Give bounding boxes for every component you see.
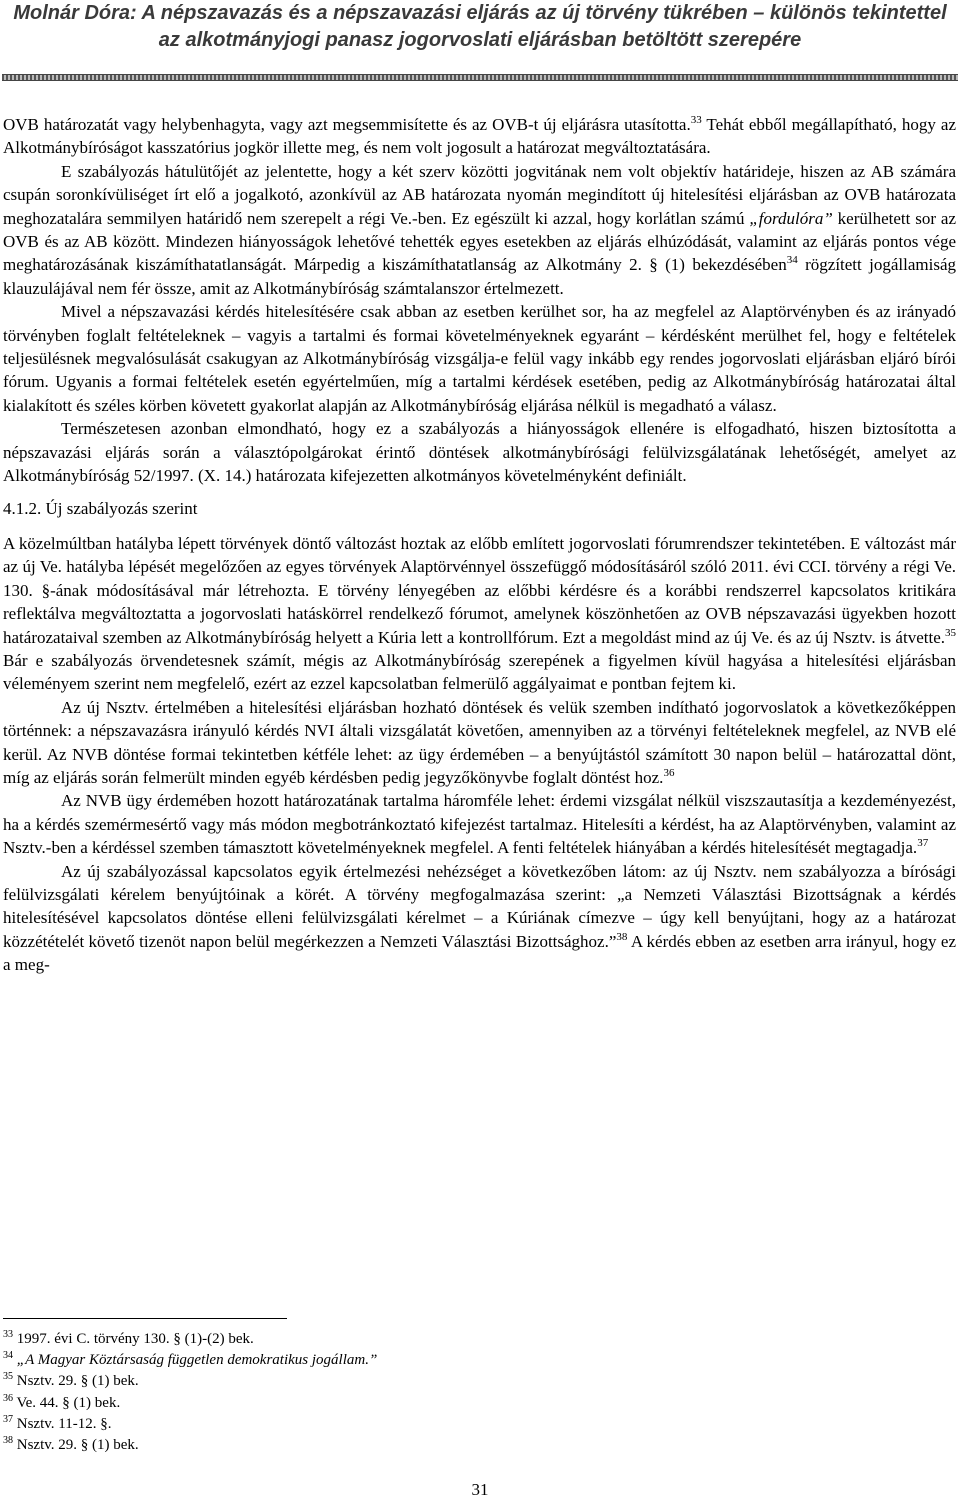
running-header-line1: Molnár Dóra: A népszavazás és a népszavazási eljárás az új törvény tükrében – különös tekintettel (13, 2, 947, 24)
paragraph-6: Az új Nsztv. értelmében a hitelesítési eljárásban hozható döntések és velük szemben indítható jogorvoslatok a következőképpen történnek: a népszavazásra irányuló kérdés NVI általi vizsgálatát követően, amennyiben az a törvényi feltételeknek megfelel, az NVB elé kerül. Az NVB döntése formai tekintetben kétféle lehet: az ügy érdemében – a benyújtástól számított 30 napon belül – határozattal dönt, míg az eljárás során felmerült minden egyéb kérdésben pedig jegyzőkönyvbe foglalt döntést hoz.$^{36}$ (3, 697, 956, 787)
paragraph-4: Természetesen azonban elmondható, hogy ez a szabályozás a hiányosságok ellenére is elfogadható, hiszen biztosította a népszavazási eljárás során a választópolgárokat érintő döntések alkotmánybírósági felülvizsgálatának lehetőségét, amelyet az Alkotmánybíróság 52/1997. (X. 14.) határozata kifejezetten alkotmányos követelményként definiált. (3, 419, 956, 486)
footnote-ref-38: 38 (616, 930, 628, 943)
footnote-item: $^{38}$ Nsztv. 29. § (1) bek. (3, 1435, 139, 1454)
footnotes (3, 1329, 903, 1456)
paragraph-1: OVB határozatát vagy helybenhagyta, vagy azt megsemmisítette és az OVB-t új eljárásra utasította.$^{33}$ Tehát ebből megállapítható, hogy az Alkotmánybíróságot kasszatórius jogkör illette meg, és nem volt jogosult a határozat megváltoztatására. (3, 114, 956, 158)
footnote-ref-36: 36 (663, 766, 675, 779)
footnote-ref-35: 35 (945, 626, 956, 639)
footnote-ref-33: 33 (690, 114, 702, 126)
running-header (0, 0, 960, 54)
paragraph-7: Az NVB ügy érdemében hozott határozatának tartalma háromféle lehet: érdemi vizsgálat nélkül viszszautasítja a kezdeményezést, ha a kérdés szemérmesértő vagy más módon megbotránkoztató kifejezést tartalmaz. Hitelesíti a kérdést, ha az Alaptörvényben, valamint az Nsztv.-ben a kérdéssel szemben támasztott követelményeknek megfelel. A fenti feltételek hiányában a kérdés hitelesítését megtagadja.$^{37}$ (3, 791, 956, 858)
paragraph-3: Mivel a népszavazási kérdés hitelesítésére csak abban az esetben kerülhet sor, ha az megfelel az Alaptörvényben és az irányadó törvényben foglalt feltételeknek – vagyis a tartalmi és formai követelményeknek egyaránt – kérdésként merülhet fel, hogy e feltételek teljesülésnek megvalósulását csakugyan az Alkotmánybíróság vizsgálja-e felül vagy inkább egy rendes jogorvoslati eljárásban eljáró bírói fórum. Ugyanis a formai feltételek esetén egyértelműen, míg a tartalmi kérdések esetében, pedig az Alkotmánybíróság határozatai által kialakított és széles körben követett gyakorlat alapján az Alkotmánybíróság eljárása nélkül is megadható a válasz. (3, 302, 956, 415)
paragraph-8: Az új szabályozással kapcsolatos egyik értelmezési nehézséget a következőben látom: az új Nsztv. nem szabályozza a bírósági felülvizsgálati kérelem benyújtóinak a körét. A törvény megfogalmazása szerint: „a Nemzeti Választási Bizottságnak a kérdés hitelesítésével kapcsolatos döntése elleni felülvizsgálati kérelmet – a Kúriának címezve – úgy kell benyújtani, hogy az a határozat közzétételét követő tizenöt napon belül megérkezzen a Nemzeti Választási Bizottsághoz.”$^{38}$ A kérdés ebben az esetben arra irányul, hogy ez a meg- (3, 861, 956, 975)
footnote-item: $^{35}$ Nsztv. 29. § (1) bek. (3, 1371, 139, 1390)
footnote-item: $^{36}$ Ve. 44. § (1) bek. (3, 1392, 121, 1411)
paragraph-2: E szabályozás hátulütőjét az jelentette, hogy a két szerv közötti jogvitának nem volt objektív határideje, hiszen az AB számára csupán soronkívüliséget írt elő a jogalkotó, azonkívül az AB határozata nyomán megindított új hitelesítési eljárásban az OVB határozata meghozatalára semmilyen határidő nem szerepelt a régi Ve.-ben. Ez egészült ki azzal, hogy korlátlan számú „fordulóra” kerülhetett sor az OVB és az AB között. Mindezen hiányosságok lehetővé tehették egyes esetekben az eljárás elhúzódását, valamint az eljárás pontos vége meghatározásának kiszámíthatatlanságát. Márpedig a kiszámíthatatlanság az Alkotmány 2. § (1) bekezdésében$^{34}$ rögzített jogállamiság klauzulájával nem fér össze, amit az Alkotmánybíróság számtalanszor értelmezett. (3, 161, 957, 298)
footnote-item: $^{34}$ „A Magyar Köztársaság független demokratikus jogállam.” (3, 1350, 378, 1369)
header-rule (2, 74, 958, 81)
footnote-item: $^{37}$ Nsztv. 11-12. §. (3, 1413, 112, 1432)
section-heading: 4.1.2. Új szabályozás szerint (3, 498, 198, 518)
footnote-ref-34: 34 (786, 254, 798, 267)
page-number: 31 (471, 1480, 489, 1499)
main-text (3, 113, 956, 977)
running-header-line2: az alkotmányjogi panasz jogorvoslati eljárásban betöltött szerepére (158, 29, 802, 51)
paragraph-5: A közelmúltban hatályba lépett törvények döntő változást hoztak az előbb említett jogorvoslati fórumrendszer tekintetében. E változást már az új Ve. hatályba lépését megelőzően az egyes törvények Alaptörvénnyel összefüggő módosításáról szóló 2011. évi CCI. törvény a régi Ve. 130. §-ának módosításával már létrehozta. E törvény lényegében az előbbi kérdésre és a korábbi rendszerrel kapcsolatos kritikára reflektálva megváltoztatta a jogorvoslati hatáskörrel rendelkező fórumot, amelynek köszönhetően az OVB népszavazási ügyekben hozott határozataival szemben az Alkotmánybíróság helyett a Kúria lett a kontrollfórum. Ezt a megoldást mind az új Ve. és az új Nsztv. is átvette.$^{35}$ Bár e szabályozás örvendetesnek számít, mégis az Alkotmánybíróság szerepének a figyelmen kívül hagyása a hitelesítési eljárásban véleményem szerint nem megfelelő, ezért az ezzel kapcsolatban felmerülő aggályaimat e pontban fejtem ki. (3, 533, 956, 694)
footnote-separator (3, 1318, 287, 1319)
footnote-item: $^{33}$ 1997. évi C. törvény 130. § (1)-(2) bek. (3, 1329, 254, 1347)
footnote-ref-37: 37 (917, 837, 929, 850)
